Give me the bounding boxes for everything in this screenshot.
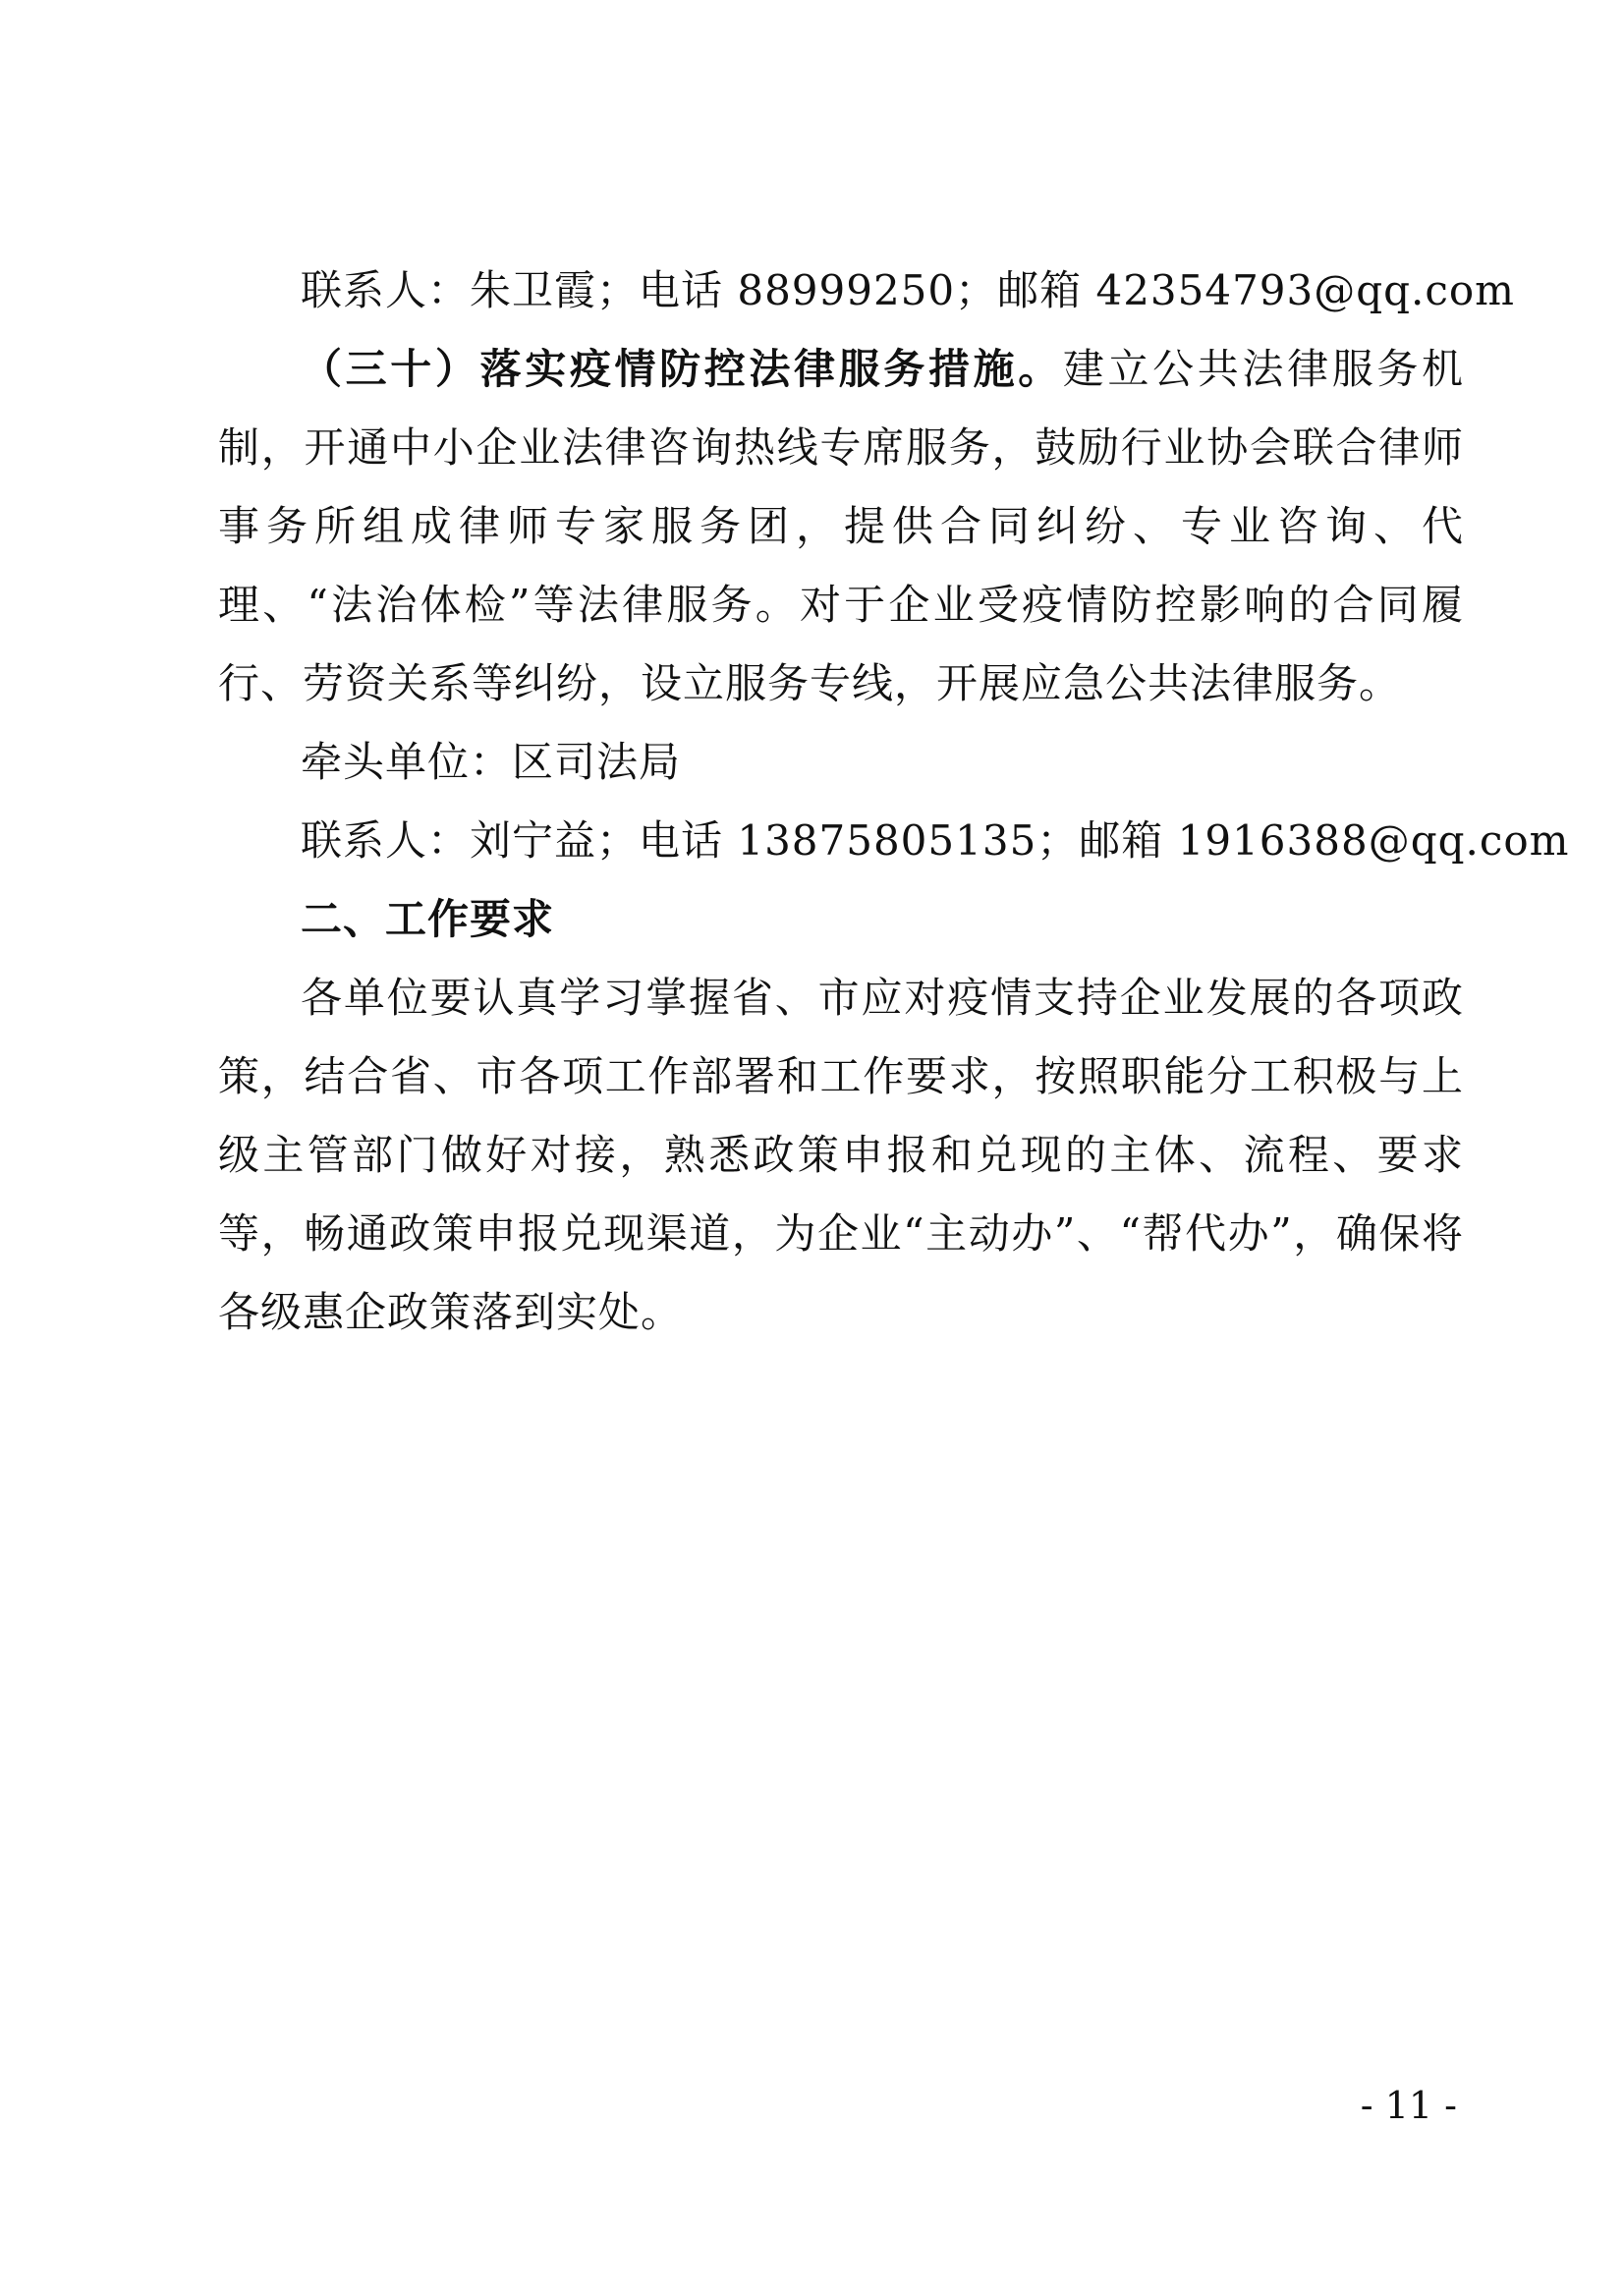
section-2-body: 各单位要认真学习掌握省、市应对疫情支持企业发展的各项政策，结合省、市各项工作部署和工作要求，按照职能分工积极与上级主管部门做好对接，熟悉政策申报和兑现的主体、流程、要求等，畅通政策申报兑现渠道，为企业“主动办”、“帮代办”，确保将各级惠企政策落到实处。 (218, 974, 1464, 1336)
contact-line-liu: 联系人：刘宁益；电话 13875805135；邮箱 1916388@qq.com (301, 816, 1570, 865)
item-30-heading: （三十）落实疫情防控法律服务措施。 (301, 345, 1063, 393)
contact-line-zhu: 联系人：朱卫霞；电话 88999250；邮箱 42354793@qq.com (301, 266, 1516, 314)
section-2-heading: 二、工作要求 (301, 895, 555, 943)
document-body (218, 252, 1570, 1352)
lead-unit-line: 牵头单位：区司法局 (301, 738, 682, 786)
item-30-body: 建立公共法律服务机制，开通中小企业法律咨询热线专席服务，鼓励行业协会联合律师事务所组成律师专家服务团，提供合同纠纷、专业咨询、代理、“法治体检”等法律服务。对于企业受疫情防控影响的合同履行、劳资关系等纠纷，设立服务专线，开展应急公共法律服务。 (218, 345, 1464, 707)
page-number: - 11 - (1360, 2084, 1457, 2127)
item-30-paragraph (218, 330, 1464, 723)
